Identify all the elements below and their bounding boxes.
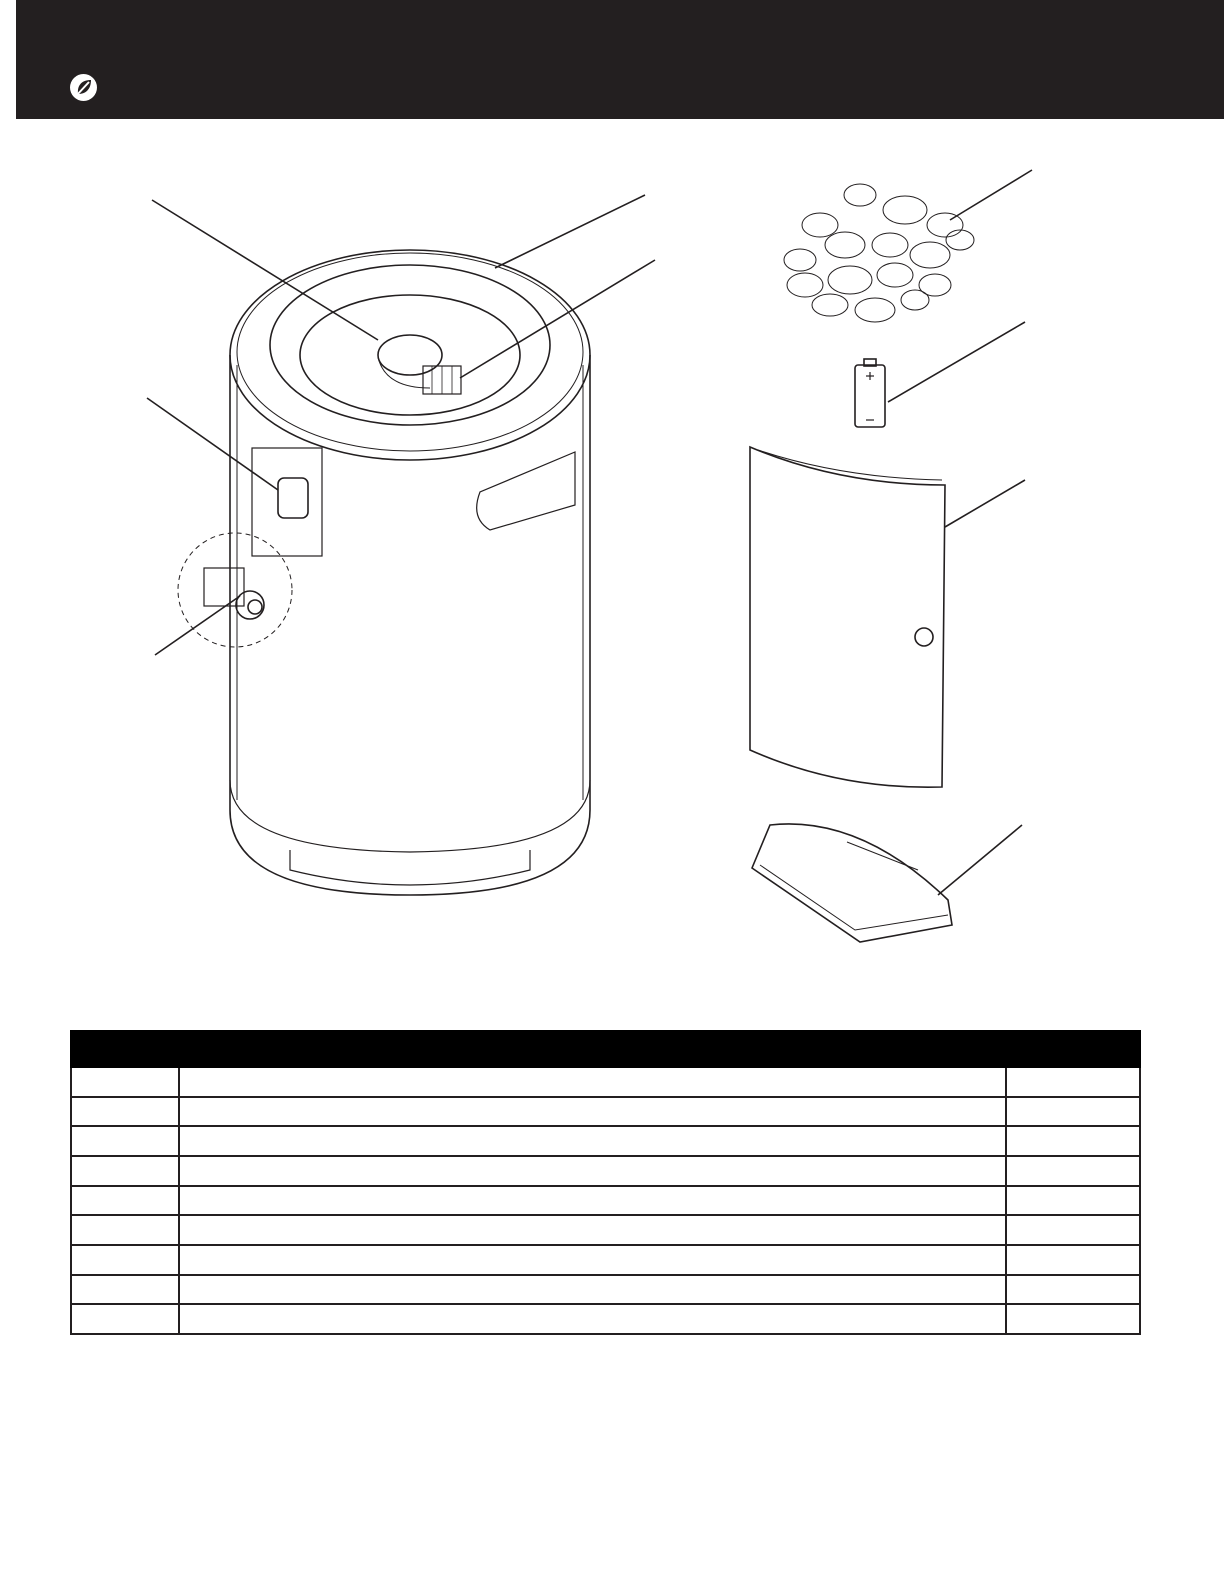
cover-icon: [752, 824, 952, 942]
table-cell: [1006, 1156, 1140, 1186]
table-cell: [1006, 1304, 1140, 1334]
table-cell: [1006, 1275, 1140, 1305]
table-row: [71, 1245, 1140, 1275]
column-header: [1006, 1031, 1140, 1067]
table-row: [71, 1156, 1140, 1186]
table-cell: [179, 1067, 1006, 1097]
table-row: [71, 1275, 1140, 1305]
table-cell: [71, 1304, 179, 1334]
table-cell: [71, 1245, 179, 1275]
table-cell: [179, 1275, 1006, 1305]
table-cell: [1006, 1186, 1140, 1216]
table-row: [71, 1067, 1140, 1097]
table-cell: [71, 1126, 179, 1156]
parts-table: [70, 1030, 1141, 1335]
table-row: [71, 1097, 1140, 1127]
column-header: [71, 1031, 179, 1067]
table-row: [71, 1186, 1140, 1216]
fire-pit-body-icon: [230, 250, 590, 895]
table-cell: [1006, 1126, 1140, 1156]
battery-icon: [855, 359, 885, 427]
table-cell: [71, 1156, 179, 1186]
table-cell: [71, 1275, 179, 1305]
table-cell: [179, 1126, 1006, 1156]
table-cell: [1006, 1245, 1140, 1275]
table-cell: [71, 1215, 179, 1245]
table-row: [71, 1126, 1140, 1156]
column-header: [179, 1031, 1006, 1067]
table-row: [71, 1304, 1140, 1334]
lava-rocks-icon: [784, 184, 974, 322]
table-cell: [179, 1215, 1006, 1245]
table-cell: [179, 1304, 1006, 1334]
table-cell: [179, 1186, 1006, 1216]
table-row: [71, 1215, 1140, 1245]
table-cell: [179, 1245, 1006, 1275]
table-cell: [71, 1097, 179, 1127]
door-panel-icon: [750, 447, 945, 787]
table-cell: [71, 1067, 179, 1097]
table-cell: [1006, 1097, 1140, 1127]
table-cell: [1006, 1215, 1140, 1245]
table-cell: [179, 1097, 1006, 1127]
parts-table-header-row: [71, 1031, 1140, 1067]
table-cell: [1006, 1067, 1140, 1097]
table-cell: [179, 1156, 1006, 1186]
table-cell: [71, 1186, 179, 1216]
